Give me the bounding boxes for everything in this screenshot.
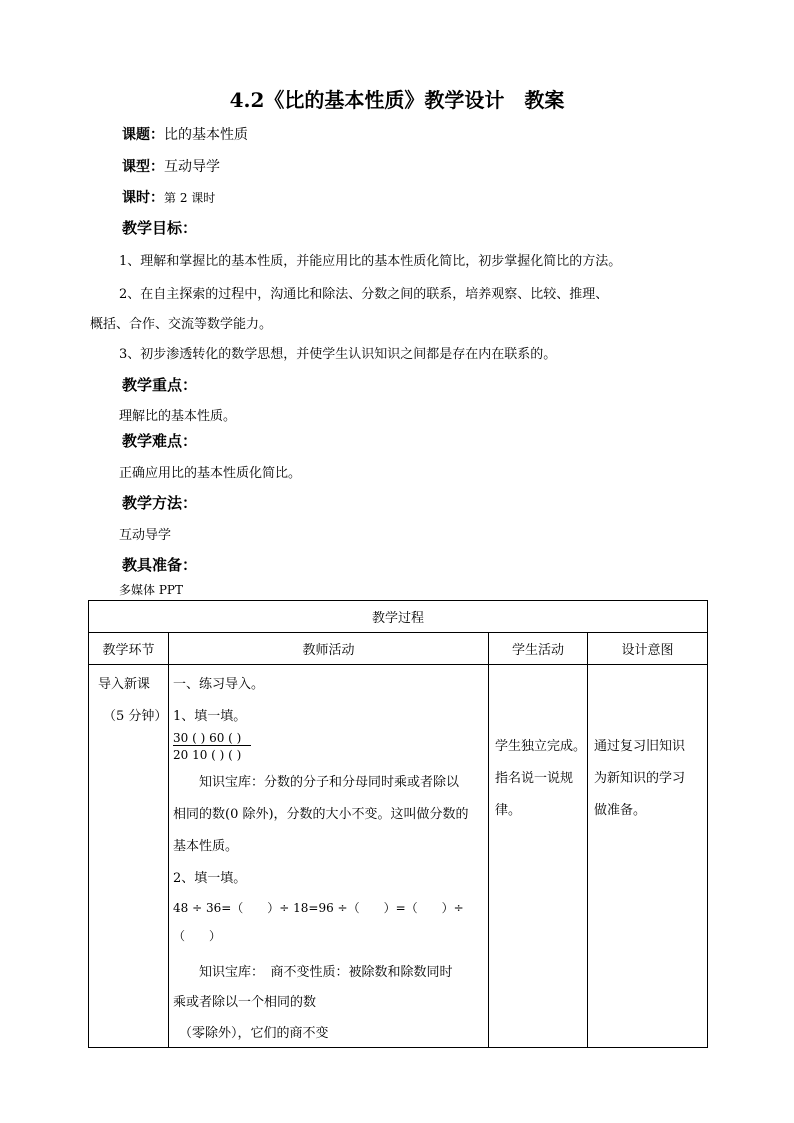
teacher-line-11: （零除外），它们的商不变 [179,1026,329,1041]
student-line-2: 指名说一说规 [495,771,574,786]
intent-line-2: 为新知识的学习 [594,771,686,786]
objective-3: 3、初步渗透转化的数学思想，并使学生认识知识之间都是存在内在联系的。 [119,347,557,362]
stage-name: 导入新课 [98,677,151,692]
objective-2: 2、在自主探索的过程中，沟通比和除法、分数之间的联系，培养观察、比较、推理、 [119,287,609,302]
intent-line-3: 做准备。 [594,803,647,818]
type-line [122,156,220,176]
teacher-line-7: 48 ÷ 36=（ ）÷ 18=96 ÷（ ）=（ ）÷ [173,901,464,915]
method-heading: 教学方法： [122,494,198,512]
header-intent: 设计意图 [588,633,708,665]
method-text: 互动导学 [119,528,172,543]
student-line-3: 律。 [495,803,522,818]
period-label: 课时： [122,190,164,206]
design-intent-cell [588,665,708,1048]
teacher-line-3: 知识宝库：分数的分子和分母同时乘或者除以 [199,775,460,790]
objective-1: 1、理解和掌握比的基本性质，并能应用比的基本性质化简比，初步掌握化简比的方法。 [119,254,622,269]
stage-duration: （5 分钟） [103,709,168,724]
teacher-line-1: 一、练习导入。 [173,677,265,692]
header-stage: 教学环节 [89,633,169,665]
tools-heading: 教具准备： [122,556,198,574]
student-line-1: 学生独立完成。 [495,739,587,754]
stage-cell [89,665,169,1048]
key-point-heading: 教学重点： [122,376,198,394]
header-student: 学生活动 [489,633,588,665]
difficulty-heading: 教学难点： [122,432,198,450]
teacher-line-9: 知识宝库： 商不变性质：被除数和除数同时 [199,965,453,980]
teaching-process-table [88,600,708,1048]
type-value: 互动导学 [164,159,220,175]
tools-text: 多媒体 PPT [119,583,183,597]
period-line [122,187,215,207]
type-label: 课型： [122,159,164,175]
teacher-activity-cell [169,665,489,1048]
teacher-line-10: 乘或者除以一个相同的数 [173,995,317,1010]
intent-line-1: 通过复习旧知识 [594,739,686,754]
topic-label: 课题： [122,127,164,143]
teacher-line-2: 1、填一填。 [173,709,247,724]
teacher-line-8: （ ） [173,929,222,943]
table-caption: 教学过程 [89,601,708,633]
topic-line [122,124,248,144]
objective-2-cont: 概括、合作、交流等数学能力。 [90,317,273,332]
difficulty-text: 正确应用比的基本性质化简比。 [119,466,302,481]
fraction-denominators: 20 10 ( ) ( ) [173,748,242,762]
teacher-line-5: 基本性质。 [173,839,239,854]
objectives-heading: 教学目标： [122,219,198,237]
key-point-text: 理解比的基本性质。 [119,409,237,424]
teacher-line-6: 2、填一填。 [173,871,247,886]
student-activity-cell [489,665,588,1048]
document-title: 4.2《比的基本性质》教学设计 教案 [229,88,565,112]
period-value: 第 2 课时 [164,191,216,205]
fraction-numerators: 30 ( ) 60 ( ) [173,731,251,746]
header-teacher: 教师活动 [169,633,489,665]
topic-value: 比的基本性质 [164,127,248,143]
teacher-line-4: 相同的数(0 除外)，分数的大小不变。这叫做分数的 [173,807,469,822]
